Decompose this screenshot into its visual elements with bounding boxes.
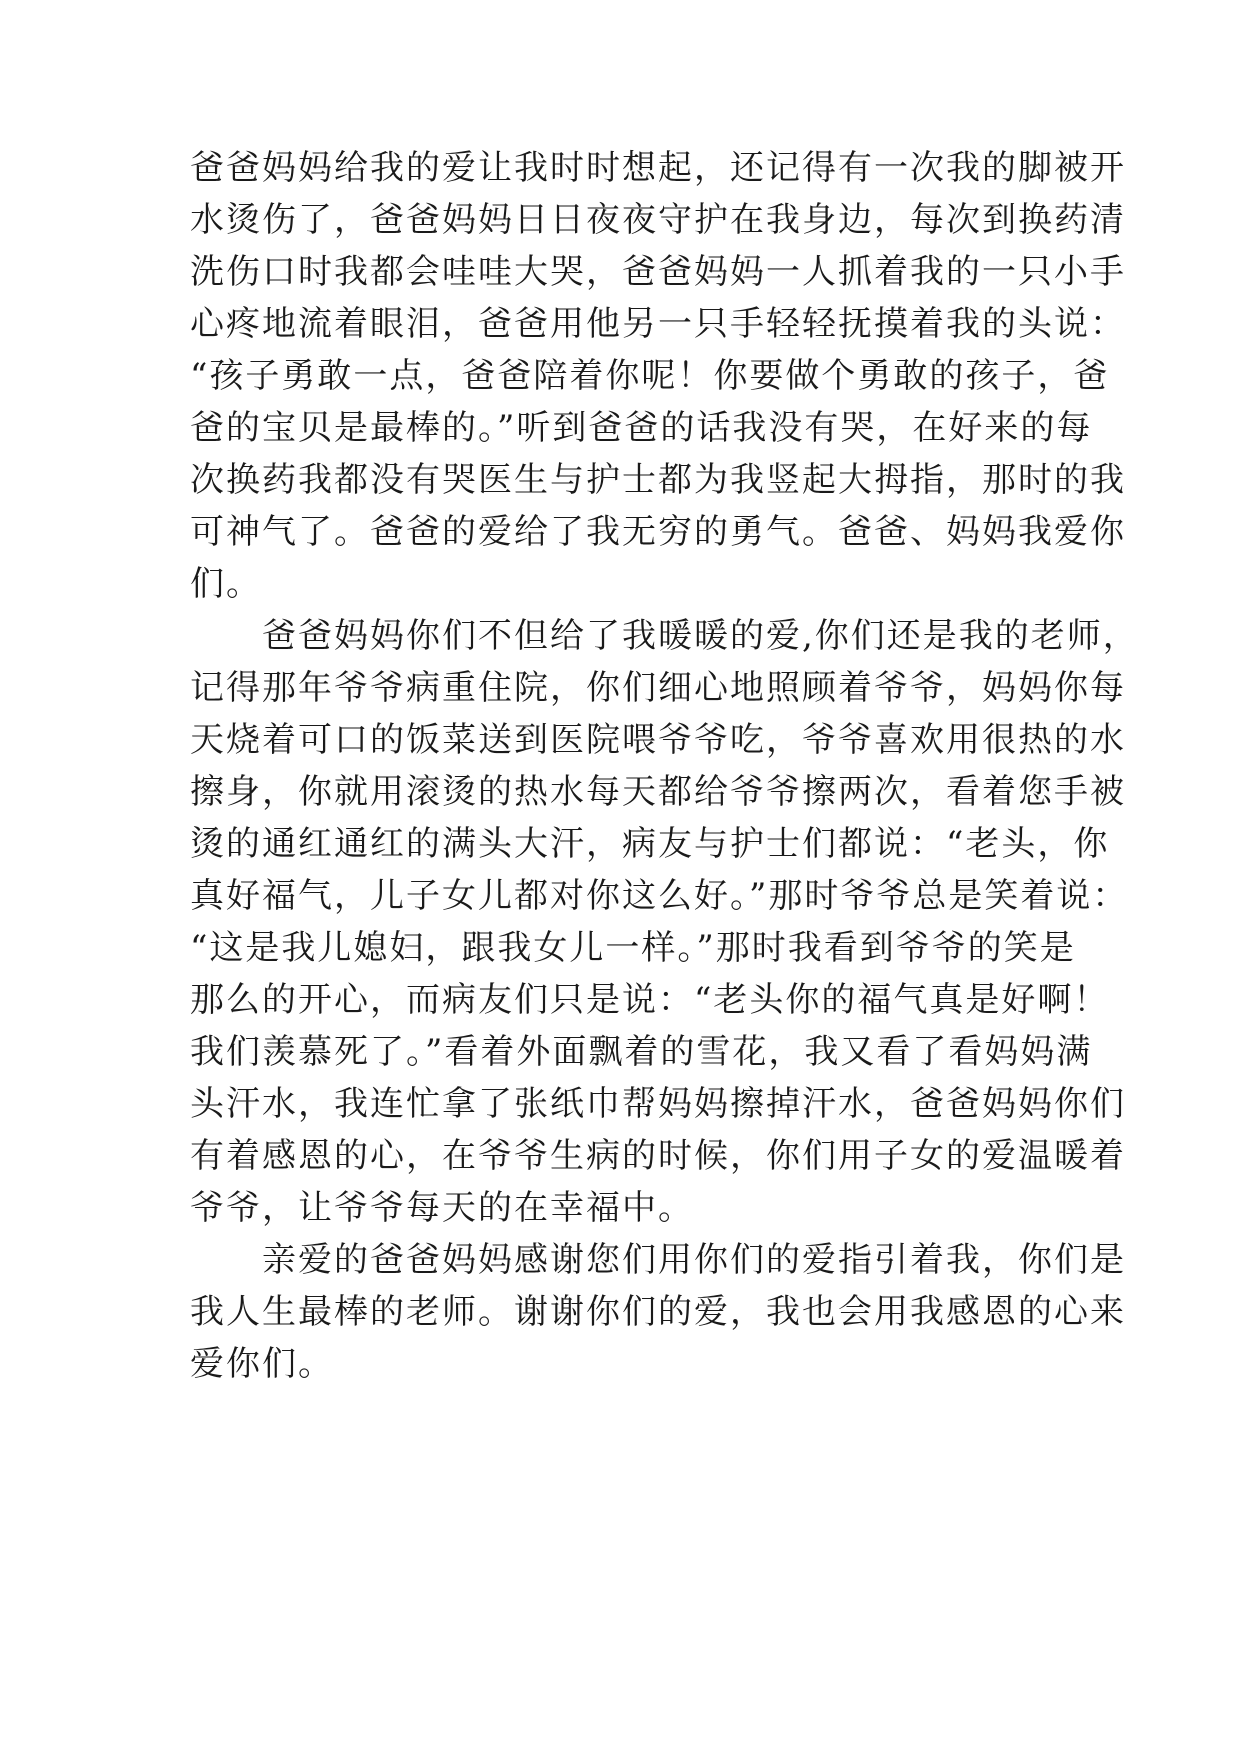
text-line: 爸爸妈妈给我的爱让我时时想起，还记得有一次我的脚被开 [190, 148, 1126, 188]
text-line: 次换药我都没有哭医生与护士都为我竖起大拇指，那时的我 [190, 460, 1126, 500]
text-line: 擦身，你就用滚烫的热水每天都给爷爷擦两次，看着您手被 [190, 772, 1126, 812]
text-line: 可神气了。爸爸的爱给了我无穷的勇气。爸爸、妈妈我爱你 [190, 512, 1126, 552]
text-line: 烫的通红通红的满头大汗，病友与护士们都说：“老头，你 [190, 824, 1110, 864]
text-line: 水烫伤了，爸爸妈妈日日夜夜守护在我身边，每次到换药清 [190, 200, 1126, 240]
text-line: 心疼地流着眼泪，爸爸用他另一只手轻轻抚摸着我的头说： [190, 304, 1126, 344]
text-line: 亲爱的爸爸妈妈感谢您们用你们的爱指引着我，你们是 [190, 1240, 1126, 1280]
text-line: 我们羡慕死了。”看着外面飘着的雪花，我又看了看妈妈满 [190, 1032, 1093, 1072]
text-line: 真好福气，儿子女儿都对你这么好。”那时爷爷总是笑着说： [190, 876, 1129, 916]
text-line: 头汗水，我连忙拿了张纸巾帮妈妈擦掉汗水，爸爸妈妈你们 [190, 1084, 1126, 1124]
text-line: 们。 [190, 564, 262, 604]
text-line: “孩子勇敢一点，爸爸陪着你呢！你要做个勇敢的孩子，爸 [190, 356, 1110, 396]
text-line: “这是我儿媳妇，跟我女儿一样。”那时我看到爷爷的笑是 [190, 928, 1076, 968]
text-line: 天烧着可口的饭菜送到医院喂爷爷吃，爷爷喜欢用很热的水 [190, 720, 1126, 760]
text-line: 那么的开心，而病友们只是说：“老头你的福气真是好啊！ [190, 980, 1110, 1020]
text-line: 洗伤口时我都会哇哇大哭，爸爸妈妈一人抓着我的一只小手 [190, 252, 1126, 292]
text-line: 爸爸妈妈你们不但给了我暖暖的爱,你们还是我的老师， [190, 616, 1139, 656]
text-line: 爸的宝贝是最棒的。”听到爸爸的话我没有哭，在好来的每 [190, 408, 1093, 448]
text-line: 有着感恩的心，在爷爷生病的时候，你们用子女的爱温暖着 [190, 1136, 1126, 1176]
text-line: 爱你们。 [190, 1344, 334, 1384]
text-line: 我人生最棒的老师。谢谢你们的爱，我也会用我感恩的心来 [190, 1292, 1126, 1332]
text-line: 爷爷，让爷爷每天的在幸福中。 [190, 1188, 694, 1228]
text-line: 记得那年爷爷病重住院，你们细心地照顾着爷爷，妈妈你每 [190, 668, 1126, 708]
